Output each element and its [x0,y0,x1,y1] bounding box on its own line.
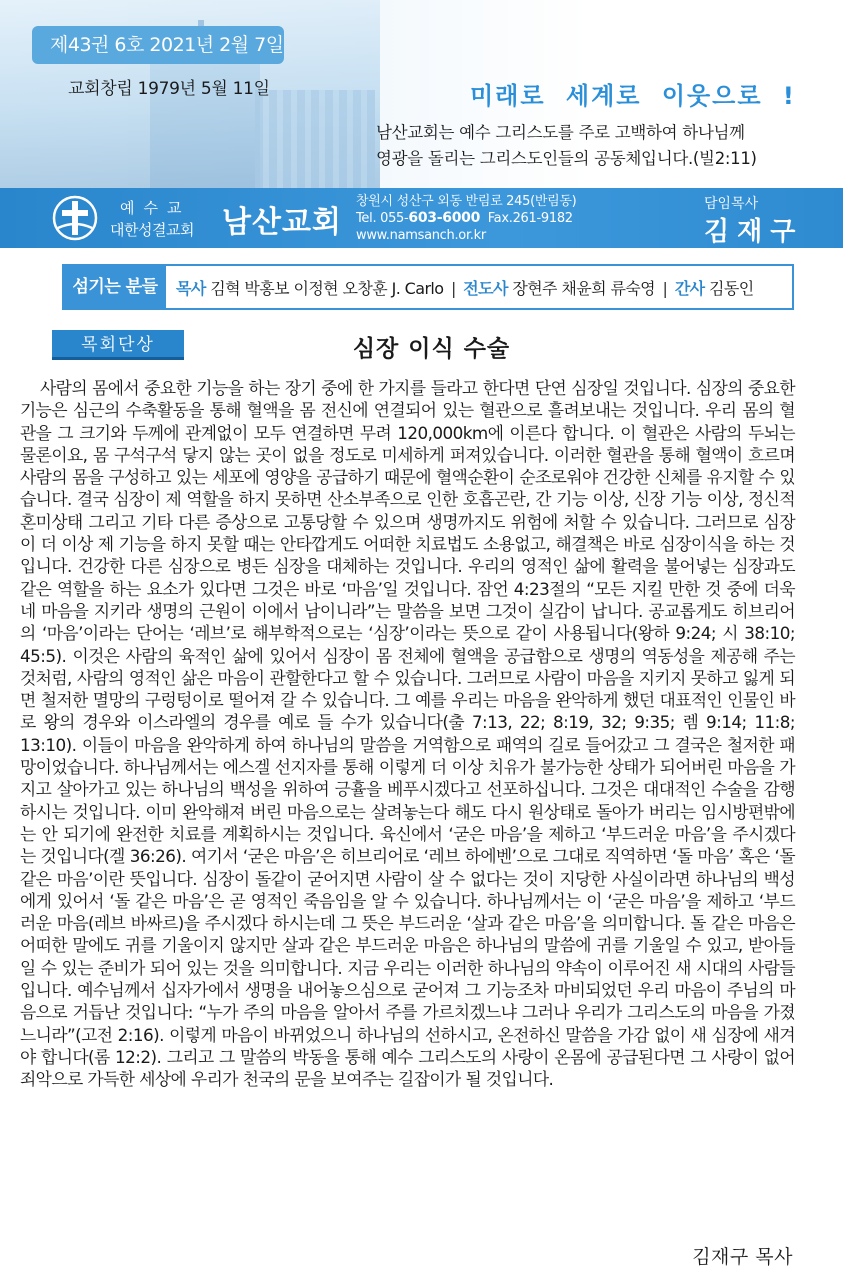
tel-number: 603-6000 [408,210,481,226]
article-paragraph: 사람의 몸에서 중요한 기능을 하는 장기 중에 한 가지를 들라고 한다면 단연 심장일 것입니다. 심장의 중요한 기능은 심근의 수축활동을 통해 혈액을 몸 전신에 연결되어 있는 혈관으로 흘려보내는 것입니다. 우리 몸의 혈관을 그 크기와 두께에 관계없이 모두 연결하면 무려 120,000km에 이른다 합니다. 이 혈관은 사람의 두뇌는 물론이요, 몸 구석구석 닿지 않는 곳이 없을 정도로 미세하게 퍼져있습니다. 이러한 혈관을 통해 혈액이 흐르며 사람의 몸을 구성하고 있는 세포에 영양을 공급하기 때문에 혈액순환이 순조로워야 건강한 신체를 유지할 수 있습니다. 결국 심장이 제 역할을 하지 못하면 산소부족으로 인한 호흡곤란, 간 기능 이상, 신장 기능 이상, 정신적 혼미상태 그리고 기타 다른 증상으로 고통당할 수 있으며 생명까지도 위험에 처할 수 있습니다. 그러므로 심장이 더 이상 제 기능을 하지 못할 때는 안타깝게도 어떠한 치료법도 소용없고, 해결책은 바로 심장이식을 하는 것입니다. 건강한 다른 심장으로 병든 심장을 대체하는 것입니다. 우리의 영적인 삶에 활력을 불어넣는 심장과도 같은 역할을 하는 요소가 있다면 그것은 바로 ‘마음’일 것입니다. 잠언 4:23절의 “모든 지킬 만한 것 중에 더욱 네 마음을 지키라 생명의 근원이 이에서 남이니라”는 말씀을 보면 그것이 실감이 납니다. 공교롭게도 히브리어의 ‘마음’이라는 단어는 ‘레브’로 해부학적으로는 ‘심장’이라는 뜻으로 같이 사용됩니다(왕하 9:24; 시 38:10; 45:5). 이것은 사람의 육적인 삶에 있어서 심장이 몸 전체에 혈액을 공급함으로 생명의 역동성을 제공해 주는 것처럼, 사람의 영적인 삶은 마음이 관할한다고 할 수 있습니다. 그러므로 사람이 마음을 지키지 못하고 잃게 되면 철저한 멸망의 구렁텅이로 떨어져 갈 수 있습니다. 그 예를 우리는 마음을 완악하게 했던 대표적인 인물인 바로 왕의 경우와 이스라엘의 경우를 예로 들 수가 있습니다(출 7:13, 22; 8:19, 32; 9:35; 렘 9:14; 11:8; 13:10). 이들이 마음을 완악하게 하여 하나님의 말씀을 거역함으로 패역의 길로 들어갔고 그 결국은 철저한 패망이었습니다. 하나님께서는 에스겔 선지자를 통해 이렇게 더 이상 치유가 불가능한 상태가 되어버린 마음을 가지고 살아가고 있는 하나님의 백성을 위하여 긍휼을 베푸시겠다고 선포하십니다. 그것은 대대적인 수술을 감행하시는 것입니다. 이미 완악해져 버린 마음으로는 살려놓는다 해도 다시 원상태로 돌아가 버리는 임시방편밖에는 안 되기에 완전한 치료를 계획하시는 것입니다. 육신에서 ‘굳은 마음’을 제하고 ‘부드러운 마음’을 주시겠다는 것입니다(겔 36:26). 여기서 ‘굳은 마음’은 히브리어로 ‘레브 하에벤’으로 그대로 직역하면 ‘돌 마음’ 혹은 ‘돌 같은 마음’이란 뜻입니다. 심장이 돌같이 굳어지면 사람이 살 수 없다는 것이 지당한 사실이라면 하나님의 백성에게 있어서 ‘돌 같은 마음’은 곧 영적인 죽음임을 알 수 있습니다. 하나님께서는 이 ‘굳은 마음’을 제하고 ‘부드러운 마음(레브 바싸르)을 주시겠다 하시는데 그 뜻은 부드러운 ‘살과 같은 마음’을 의미합니다. 돌 같은 마음은 어떠한 말에도 귀를 기울이지 않지만 살과 같은 부드러운 마음은 하나님의 말씀에 귀를 기울일 수 있고, 받아들일 수 있는 준비가 되어 있는 것을 의미합니다. 지금 우리는 이러한 하나님의 약속이 이루어진 새 시대의 사람들입니다. 예수님께서 십자가에서 생명을 내어놓으심으로 굳어져 그 기능조차 마비되었던 우리 마음이 주님의 마음으로 거듭난 것입니다: “누가 주의 마음을 알아서 주를 가르치겠느냐 그러나 우리가 그리스도의 마음을 가졌느니라”(고전 2:16). 이렇게 마음이 바뀌었으니 하나님의 선하시고, 온전하신 말씀을 가감 없이 새 심장에 새겨야 합니다(롬 12:2). 그리고 그 말씀의 박동을 통해 예수 그리스도의 사랑이 온몸에 공급된다면 그 사랑이 없어 죄악으로 가득한 세상에 우리가 천국의 문을 보여주는 길잡이가 될 것입니다. [20,378,795,1090]
pastor-role: 목사 [176,278,206,298]
article-title: 심장 이식 수술 [352,336,511,362]
article-body [20,377,795,1091]
evangelist-role: 전도사 [463,278,508,298]
church-contact [356,193,576,244]
servers-label: 섬기는 분들 [64,266,166,308]
denomination-line-1: 예수교 [120,199,191,217]
header-banner [0,0,843,188]
founded-date: 교회창립 1979년 5월 11일 [68,79,270,99]
senior-pastor-name: 김재구 [704,217,804,247]
fax-number: Fax.261-9182 [487,211,573,226]
evangelist-names: 장현주 채윤희 류숙영 [512,278,656,298]
slogan: 미래로 세계로 이웃으로 ! [470,82,796,110]
servers-row [62,264,794,310]
separator: | [450,278,456,298]
pastor-names: 김혁 박홍보 이정현 오창훈 J. Carlo [210,278,444,298]
church-website[interactable]: www.namsanch.or.kr [356,228,486,243]
church-phone-fax [356,210,576,227]
church-logo-icon [50,194,100,242]
church-name: 남산교회 [222,205,342,240]
manager-names: 김동인 [709,278,754,298]
senior-pastor-label: 담임목사 [704,196,759,212]
column-tag: 목회단상 [52,330,184,360]
church-address: 창원시 성산구 외동 반림로 245(반림동) [356,194,577,209]
issue-badge: 제43권 6호 2021년 2월 7일 [32,26,284,64]
article-signature: 김재구 목사 [692,1246,793,1268]
mission-line-2: 영광을 돌리는 그리스도인들의 공동체입니다.(빌2:11) [376,149,757,168]
separator: | [662,278,668,298]
mission-statement [376,120,826,172]
servers-list [166,276,754,299]
church-info-bar [0,188,843,248]
manager-role: 간사 [674,278,705,298]
denomination-line-2: 대한성결교회 [110,221,194,239]
tel-prefix: Tel. 055- [356,211,409,226]
mission-line-1: 남산교회는 예수 그리스도를 주로 고백하여 하나님께 [376,123,745,142]
